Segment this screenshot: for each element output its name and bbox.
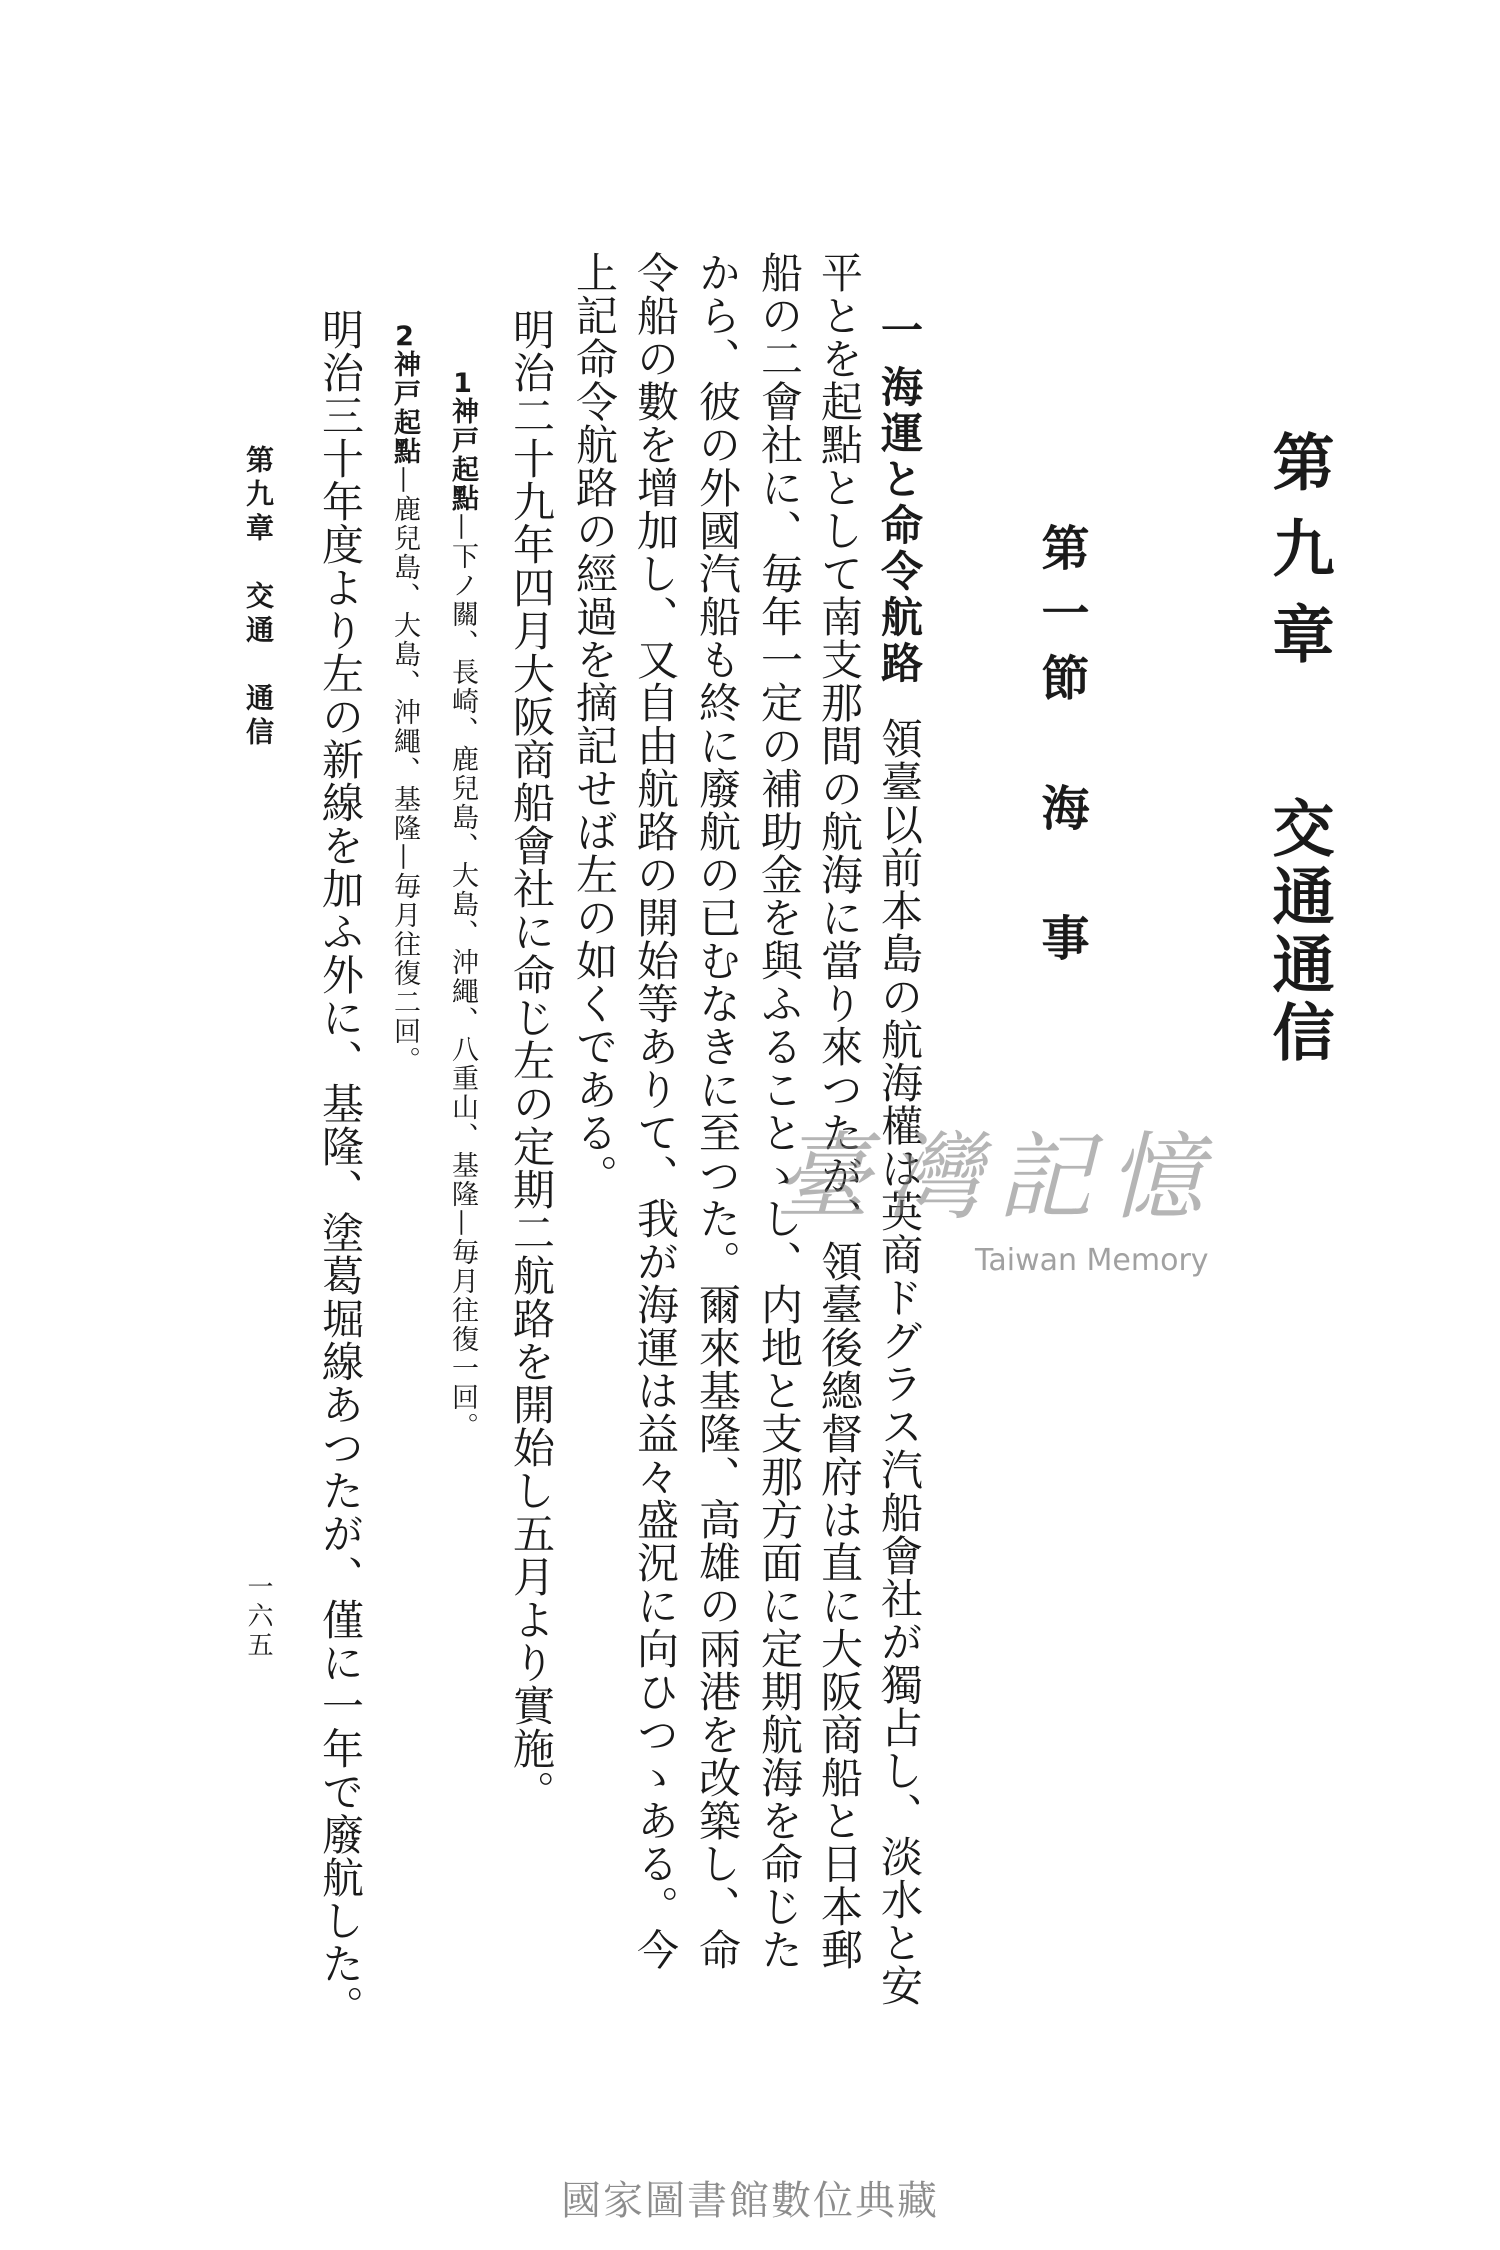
watermark-logo: 臺灣記憶: [775, 1123, 1220, 1233]
article-number: 一: [875, 308, 924, 351]
route-origin: 神戸起點: [447, 397, 478, 513]
route-number: 2: [395, 323, 414, 350]
article-heading: 海運と命令航路: [875, 365, 924, 687]
running-head: 第九章 交通 通信: [242, 445, 275, 751]
chapter-title: [1263, 430, 1333, 1068]
route-origin: 神戸起點: [389, 350, 420, 466]
body-line: 船の二會社に、毎年一定の補助金を與ふることゝし、内地と支那方面に定期航海を命じた: [755, 251, 804, 1971]
body-line: 平とを起點として南支那間の航海に當り來つたが、領臺後總督府は直に大阪商船と日本郵: [815, 251, 864, 1971]
route-item: [387, 323, 421, 1075]
route-item: [445, 370, 479, 1441]
section-title: 第一節 海 事: [1033, 523, 1089, 978]
body-line: 上記命令航路の經過を摘記せば左の如くである。: [570, 251, 619, 1197]
chapter-number: 第九章: [1262, 430, 1335, 688]
article-heading-line: [874, 308, 924, 2007]
entry-meiji-29: 明治二十九年四月大阪商船會社に命じ左の定期二航路を開始し五月より實施。: [507, 308, 556, 1813]
body-line: から、彼の外國汽船も終に廢航の已むなきに至つた。爾來基隆、高雄の兩港を改築し、命: [693, 251, 742, 1971]
watermark-subtitle: Taiwan Memory: [975, 1243, 1209, 1278]
route-number: 1: [453, 370, 472, 397]
chapter-name: 交通通信: [1262, 796, 1335, 1068]
body-line: 領臺以前本島の航海權は英商ドグラス汽船會社が獨占し、淡水と安: [875, 717, 924, 2007]
route-course: —鹿兒島、大島、沖繩、基隆—毎月往復二回。: [389, 466, 420, 1075]
page-number: 一六五: [243, 1573, 273, 1660]
route-course: —下ノ關、長崎、鹿兒島、大島、沖繩、八重山、基隆—毎月往復一回。: [447, 513, 478, 1441]
entry-meiji-30: 明治三十年度より左の新線を加ふ外に、基隆、塗葛堀線あつたが、僅に一年で廢航した。: [316, 308, 365, 2028]
body-line: 令船の數を增加し、又自由航路の開始等ありて、我が海運は益々盛況に向ひつゝある。今: [631, 251, 680, 1971]
archive-caption: 國家圖書館數位典藏: [561, 2178, 939, 2224]
